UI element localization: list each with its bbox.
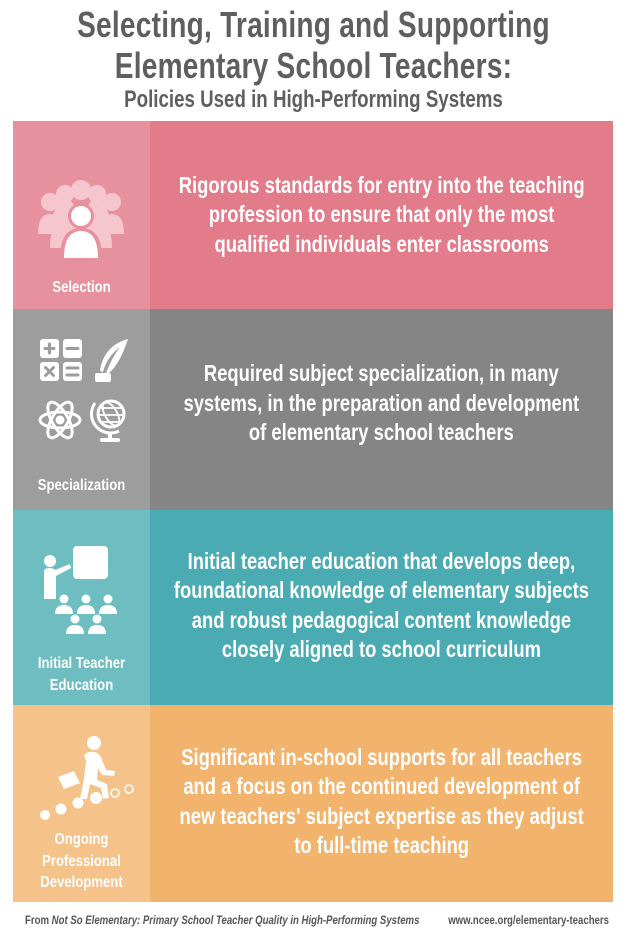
ongoing-professional-development-label-panel	[13, 705, 150, 902]
selection-description: Rigorous standards for entry into the teaching profession to ensure that only the most qualified individuals enter classrooms	[178, 171, 585, 257]
source-title: Not So Elementary: Primary School Teacher Quality in High-Performing Systems	[51, 913, 420, 927]
title-line-2: Elementary School Teachers:	[114, 45, 513, 86]
climbing-steps-icon	[38, 735, 138, 821]
selection-label: Selection	[52, 279, 111, 296]
section-ongoing-professional-development	[13, 705, 613, 902]
source-url-link[interactable]: www.ncee.org/elementary-teachers	[448, 913, 609, 927]
ongoing-professional-development-description: Significant in-school supports for all teachers and a focus on the continued development of new teachers' subject expertise as they adjust to full-time teaching	[179, 743, 584, 858]
initial-teacher-education-description-panel	[150, 510, 613, 705]
group-people-icon	[38, 176, 124, 258]
title-line-1: Selecting, Training and Supporting	[77, 4, 550, 45]
section-specialization	[13, 309, 613, 510]
globe-icon	[89, 395, 131, 443]
initial-teacher-education-description: Initial teacher education that develops deep, foundational knowledge of elementary subjects and robust pedagogical content knowledge closely aligned to school curriculum	[173, 547, 590, 662]
selection-label-panel	[13, 121, 150, 309]
specialization-label: Specialization	[37, 477, 126, 494]
teacher-classroom-icon	[44, 544, 126, 634]
ongoing-professional-development-description-panel	[150, 705, 613, 902]
source-citation: From Not So Elementary: Primary School Teacher Quality in High-Performing Systems	[25, 913, 420, 927]
section-initial-teacher-education	[13, 510, 613, 705]
subtitle: Policies Used in High-Performing Systems	[124, 86, 503, 113]
initial-teacher-education-label: Initial Teacher Education	[37, 655, 126, 694]
specialization-label-panel	[13, 309, 150, 510]
initial-teacher-education-label-panel	[13, 510, 150, 705]
math-operators-icon	[40, 339, 83, 382]
selection-description-panel	[150, 121, 613, 309]
quill-ink-icon	[92, 339, 130, 382]
atom-icon	[38, 398, 82, 442]
section-selection	[13, 121, 613, 309]
ongoing-professional-development-label: Ongoing Professional Development	[40, 831, 123, 891]
specialization-description-panel	[150, 309, 613, 510]
specialization-description: Required subject specialization, in many systems, in the preparation and development of elementary school teachers	[183, 360, 580, 446]
